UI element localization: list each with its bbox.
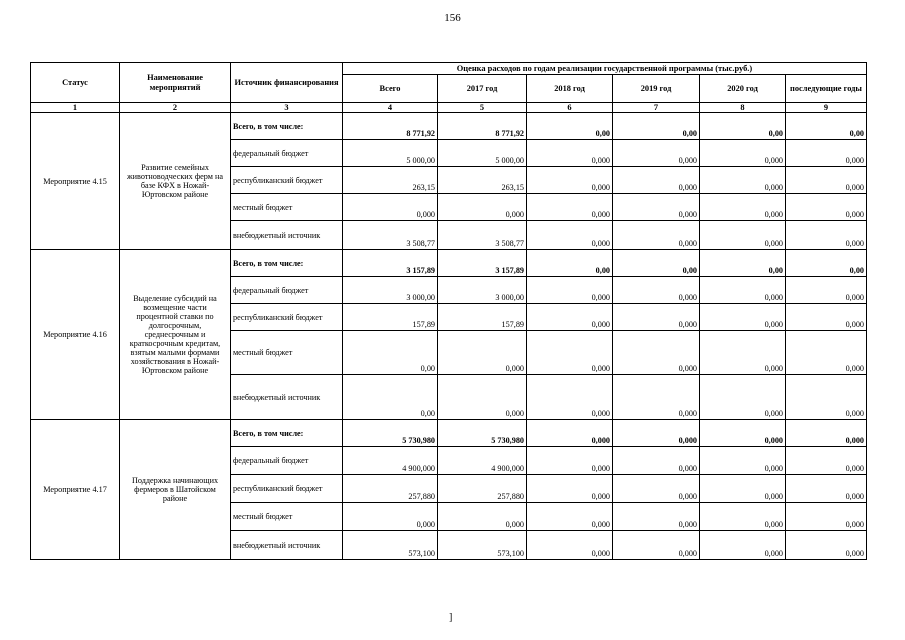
amount-cell: 0,000 [613,531,700,560]
amount-cell: 3 000,00 [438,277,527,304]
amount-cell: 0,000 [438,375,527,420]
amount-cell: 0,000 [527,140,613,167]
amount-cell: 263,15 [343,167,438,194]
amount-cell: 0,000 [613,167,700,194]
amount-cell: 0,00 [343,375,438,420]
amount-cell: 0,000 [613,221,700,250]
header-year-later: последующие годы [786,75,867,103]
amount-cell: 0,00 [700,250,786,277]
amount-cell: 573,100 [343,531,438,560]
amount-cell: 0,000 [527,475,613,503]
amount-cell: 0,000 [527,194,613,221]
amount-cell: 5 730,980 [343,420,438,447]
amount-cell: 0,000 [343,503,438,531]
page-number: 156 [444,12,461,24]
amount-cell: 0,000 [527,167,613,194]
header-year-2019: 2019 год [613,75,700,103]
amount-cell: 0,000 [438,194,527,221]
amount-cell: 3 508,77 [438,221,527,250]
amount-cell: 3 508,77 [343,221,438,250]
amount-cell: 0,000 [700,167,786,194]
funding-source: внебюджетный источник [231,531,343,560]
amount-cell: 0,000 [786,420,867,447]
amount-cell: 0,000 [700,531,786,560]
funding-source: внебюджетный источник [231,375,343,420]
column-index: 8 [700,103,786,113]
amount-cell: 4 900,000 [343,447,438,475]
amount-cell: 0,000 [613,194,700,221]
amount-cell: 257,880 [438,475,527,503]
column-index: 3 [231,103,343,113]
amount-cell: 157,89 [343,304,438,331]
amount-cell: 0,000 [786,503,867,531]
column-index: 6 [527,103,613,113]
amount-cell: 0,000 [700,194,786,221]
funding-source: Всего, в том числе: [231,420,343,447]
amount-cell: 0,000 [527,221,613,250]
amount-cell: 0,000 [438,331,527,375]
column-index: 4 [343,103,438,113]
funding-source: федеральный бюджет [231,447,343,475]
amount-cell: 257,880 [343,475,438,503]
amount-cell: 0,000 [700,331,786,375]
column-index: 5 [438,103,527,113]
amount-cell: 0,000 [700,140,786,167]
event-name: Развитие семейных животноводческих ферм на базе КФХ в Ножай-Юртовском районе [120,113,231,250]
amount-cell: 0,000 [786,331,867,375]
amount-cell: 0,000 [786,140,867,167]
amount-cell: 0,00 [613,113,700,140]
amount-cell: 0,000 [527,531,613,560]
amount-cell: 3 157,89 [343,250,438,277]
amount-cell: 0,000 [613,304,700,331]
amount-cell: 0,000 [786,447,867,475]
amount-cell: 0,00 [700,113,786,140]
amount-cell: 0,000 [786,304,867,331]
amount-cell: 3 157,89 [438,250,527,277]
amount-cell: 0,000 [700,304,786,331]
amount-cell: 3 000,00 [343,277,438,304]
amount-cell: 0,000 [343,194,438,221]
amount-cell: 0,00 [786,113,867,140]
amount-cell: 0,000 [700,447,786,475]
amount-cell: 0,000 [613,140,700,167]
amount-cell: 0,000 [786,194,867,221]
amount-cell: 0,00 [343,331,438,375]
amount-cell: 0,00 [527,250,613,277]
amount-cell: 5 730,980 [438,420,527,447]
amount-cell: 0,000 [786,277,867,304]
amount-cell: 0,000 [700,221,786,250]
header-year-total: Всего [343,75,438,103]
amount-cell: 4 900,000 [438,447,527,475]
header-source: Источник финансирования [231,63,343,103]
amount-cell: 0,000 [786,531,867,560]
amount-cell: 5 000,00 [438,140,527,167]
funding-source: Всего, в том числе: [231,113,343,140]
column-index: 7 [613,103,700,113]
event-status: Мероприятие 4.17 [31,420,120,560]
amount-cell: 0,000 [438,503,527,531]
amount-cell: 0,00 [786,250,867,277]
amount-cell: 0,000 [527,420,613,447]
amount-cell: 0,000 [527,503,613,531]
funding-source: местный бюджет [231,331,343,375]
header-status: Статус [31,63,120,103]
amount-cell: 0,000 [700,420,786,447]
event-name: Выделение субсидий на возмещение части процентной ставки по долгосрочным, среднесрочным и краткосрочным кредитам, взятым малыми формами хозяйствования в Ножай-Юртовском районе [120,250,231,420]
amount-cell: 573,100 [438,531,527,560]
amount-cell: 0,000 [613,475,700,503]
column-index: 1 [31,103,120,113]
funding-source: внебюджетный источник [231,221,343,250]
amount-cell: 8 771,92 [438,113,527,140]
event-status: Мероприятие 4.15 [31,113,120,250]
event-status: Мероприятие 4.16 [31,250,120,420]
event-name: Поддержка начинающих фермеров в Шатойском районе [120,420,231,560]
funding-source: Всего, в том числе: [231,250,343,277]
amount-cell: 0,000 [613,375,700,420]
amount-cell: 0,000 [527,375,613,420]
table-row [31,420,867,447]
funding-source: местный бюджет [231,194,343,221]
funding-source: федеральный бюджет [231,277,343,304]
funding-source: республиканский бюджет [231,475,343,503]
amount-cell: 5 000,00 [343,140,438,167]
amount-cell: 0,000 [786,167,867,194]
amount-cell: 0,000 [613,277,700,304]
amount-cell: 0,000 [527,331,613,375]
amount-cell: 0,000 [527,447,613,475]
amount-cell: 0,00 [613,250,700,277]
header-estimate: Оценка расходов по годам реализации государственной программы (тыс.руб.) [343,63,867,75]
amount-cell: 0,00 [527,113,613,140]
header-year-2017: 2017 год [438,75,527,103]
amount-cell: 263,15 [438,167,527,194]
table-row [31,113,867,140]
funding-source: местный бюджет [231,503,343,531]
amount-cell: 0,000 [786,375,867,420]
amount-cell: 0,000 [700,277,786,304]
table-row [31,250,867,277]
amount-cell: 0,000 [613,331,700,375]
expense-table [30,62,867,560]
amount-cell: 0,000 [613,420,700,447]
amount-cell: 8 771,92 [343,113,438,140]
amount-cell: 0,000 [786,221,867,250]
funding-source: республиканский бюджет [231,167,343,194]
column-index: 9 [786,103,867,113]
header-name: Наименование мероприятий [120,63,231,103]
amount-cell: 0,000 [527,277,613,304]
column-index: 2 [120,103,231,113]
amount-cell: 0,000 [613,503,700,531]
header-year-2018: 2018 год [527,75,613,103]
header-year-2020: 2020 год [700,75,786,103]
funding-source: республиканский бюджет [231,304,343,331]
amount-cell: 0,000 [700,475,786,503]
amount-cell: 0,000 [527,304,613,331]
funding-source: федеральный бюджет [231,140,343,167]
amount-cell: 0,000 [613,447,700,475]
amount-cell: 0,000 [786,475,867,503]
footer-mark: ] [449,612,453,623]
amount-cell: 0,000 [700,375,786,420]
amount-cell: 0,000 [700,503,786,531]
amount-cell: 157,89 [438,304,527,331]
